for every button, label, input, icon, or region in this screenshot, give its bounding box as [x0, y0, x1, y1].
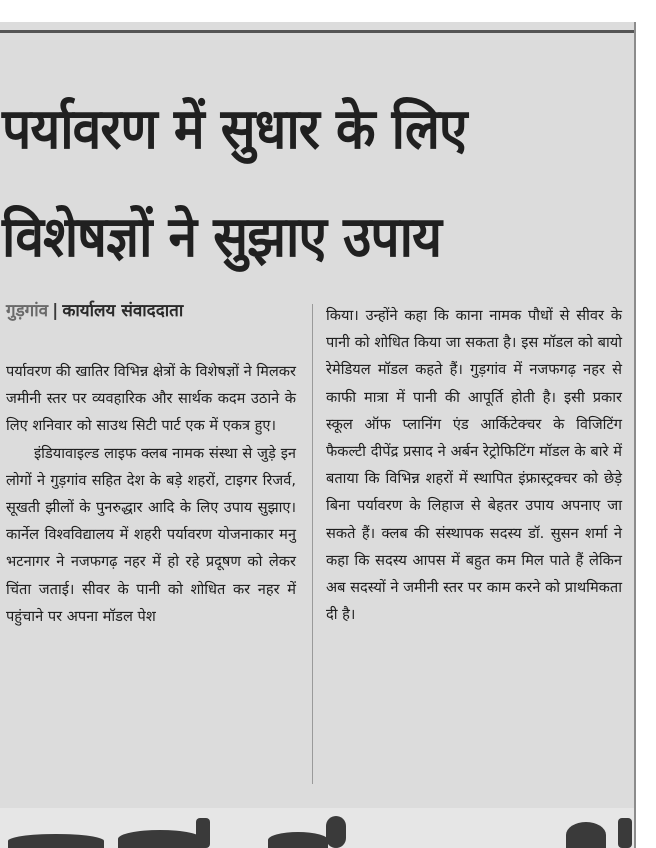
top-rule — [0, 30, 634, 33]
article-column-right — [326, 302, 622, 628]
cut-glyph-fragment — [326, 816, 346, 848]
article-paragraph-2-part-1: इंडियावाइल्ड लाइफ क्लब नामक संस्था से जुड़े इन लोगों ने गुड़गांव सहित देश के बड़े शहरों, टाइगर रिजर्व, सूखती झीलों के पुनरुद्धार आदि के लिए उपाय सुझाए। कार्नेल विश्वविद्यालय में शहरी पर्यावरण योजनाकार मनु भटनागर ने नजफगढ़ नहर में हो रहे प्रदूषण को लेकर चिंता जताई। सीवर के पानी को शोधित कर नहर में पहुंचाने पर अपना मॉडल पेश — [6, 444, 296, 625]
cut-glyph-fragment — [268, 832, 328, 848]
headline-line-2: विशेषज्ञों ने सुझाए उपाय — [2, 205, 442, 270]
headline-line-1: पर्यावरण में सुधार के लिए — [2, 97, 467, 162]
cut-glyph-fragment — [566, 822, 606, 848]
byline-place: गुड़गांव — [6, 301, 49, 321]
article-paragraph-2-part-2: किया। उन्होंने कहा कि काना नामक पौधों से सीवर के पानी को शोधित किया जा सकता है। इस मॉडल को बायो रेमेडियल मॉडल कहते हैं। गुड़गांव में नजफगढ़ नहर से काफी मात्रा में पानी की आपूर्ति होती है। इसी प्रकार स्कूल ऑफ प्लानिंग एंड आर्किटेक्चर के विजिटिंग फैकल्टी दीपेंद्र प्रसाद ने अर्बन रेट्रोफिटिंग मॉडल के बारे में बताया कि विभिन्न शहरों में स्थापित इंफ्रास्ट्रक्चर को छेड़े बिना पर्यावरण के लिहाज से बेहतर उपाय अपनाए जा सकते हैं। क्लब की संस्थापक सदस्य डॉ. सुसन शर्मा ने कहा कि सदस्य आपस में बहुत कम मिल पाते हैं लेकिन अब सदस्यों ने जमीनी स्तर पर काम करने को प्राथमिकता दी है। — [326, 307, 622, 624]
column-divider — [312, 304, 313, 784]
cut-glyph-fragment — [618, 818, 632, 848]
byline — [6, 298, 183, 321]
newspaper-clipping — [0, 22, 636, 848]
byline-reporter: कार्यालय संवाददाता — [62, 301, 184, 321]
cut-glyph-fragment — [8, 834, 104, 848]
article-paragraph-1: पर्यावरण की खातिर विभिन्न क्षेत्रों के विशेषज्ञों ने मिलकर जमीनी स्तर पर व्यवहारिक और सार्थक कदम उठाने के लिए शनिवार को साउथ सिटी पार्ट एक में एकत्र हुए। — [6, 363, 296, 435]
cut-glyph-fragment — [196, 818, 210, 848]
article-column-left — [6, 358, 296, 630]
cut-glyph-fragment — [118, 830, 202, 848]
byline-separator: | — [52, 301, 59, 321]
headline — [2, 76, 467, 292]
